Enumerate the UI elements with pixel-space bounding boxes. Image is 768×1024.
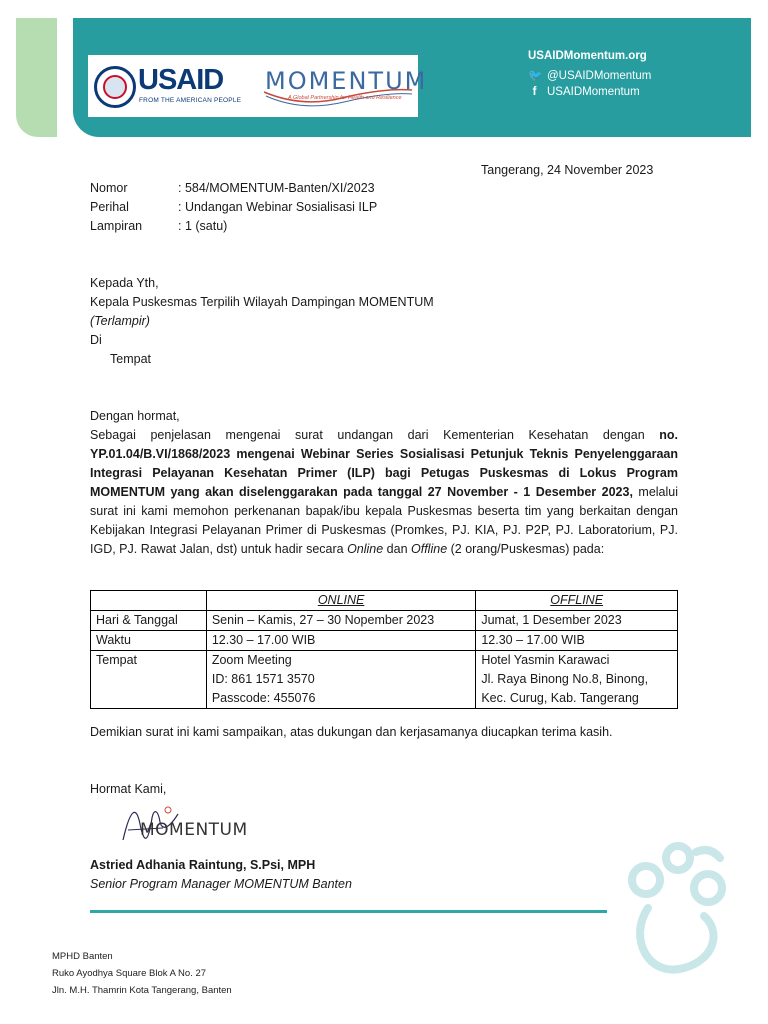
table-cell-offline	[476, 651, 678, 709]
table-cell-online: Senin – Kamis, 27 – 30 Nopember 2023	[206, 611, 475, 631]
letter-meta	[90, 179, 377, 236]
meta-row-nomor: Nomor : 584/MOMENTUM-Banten/XI/2023	[90, 181, 375, 195]
table-cell-offline: 12.30 – 17.00 WIB	[476, 631, 678, 651]
table-cell-online	[206, 651, 475, 709]
usaid-seal-icon	[94, 66, 136, 108]
usaid-logo: USAID	[138, 64, 224, 96]
address-line: Jln. M.H. Thamrin Kota Tangerang, Banten	[52, 985, 232, 996]
table-row	[91, 631, 678, 651]
closing-text: Demikian surat ini kami sampaikan, atas dukungan dan kerjasamanya diucapkan terima kasih.	[90, 725, 613, 739]
momentum-tagline: A Global Partnership for Health and Resilience	[288, 95, 402, 101]
recipient-salutation: Kepada Yth,	[90, 276, 159, 290]
offline-place-line: Kec. Curug, Kab. Tangerang	[481, 691, 639, 705]
recipient-tempat: Tempat	[110, 352, 151, 366]
online-place-line: Zoom Meeting	[211, 653, 292, 667]
footer-address	[52, 948, 232, 999]
table-cell-label: Waktu	[91, 631, 207, 651]
website-link[interactable]: USAIDMomentum.org	[528, 50, 647, 62]
signer-name: Astried Adhania Raintung, S.Psi, MPH	[90, 858, 316, 872]
signer-title: Senior Program Manager MOMENTUM Banten	[90, 877, 352, 891]
usaid-tagline: FROM THE AMERICAN PEOPLE	[139, 97, 242, 104]
table-header-offline: OFFLINE	[476, 591, 678, 611]
table-row	[91, 651, 678, 709]
momentum-watermark-icon	[618, 838, 738, 988]
footer-divider	[90, 910, 607, 913]
momentum-logo: MOMENTUM	[265, 67, 428, 95]
address-line: Ruko Ayodhya Square Blok A No. 27	[52, 968, 207, 979]
recipient-block	[90, 274, 434, 369]
body-paragraph: Sebagai penjelasan mengenai surat undangan dari Kementerian Kesehatan dengan no. YP.01.04/B.VI/1868/2023 mengenai Webinar Series Sosialisasi Petunjuk Teknis Penyelenggaraan Integrasi Pelayanan Kesehatan Primer (ILP) bagi Petugas Puskesmas di Lokus Program MOMENTUM yang akan diselenggarakan pada tanggal 27 November - 1 Desember 2023, melalui surat ini kami memohon perkenanan bapak/ibu kepala Puskesmas beserta tim yang berkaitan dengan Kebijakan Integrasi Pelayanan Primer di Puskesmas (Promkes, PJ. KIA, PJ. P2P, PJ. Laboratorium, PJ. IGD, PJ. Rawat Jalan, dst) untuk hadir secara Online dan Offline (2 orang/Puskesmas) pada:	[90, 428, 679, 556]
recipient-name: Kepala Puskesmas Terpilih Wilayah Dampingan MOMENTUM	[90, 295, 434, 309]
table-row	[91, 611, 678, 631]
schedule-table	[90, 590, 678, 709]
recipient-note: (Terlampir)	[90, 314, 150, 328]
recipient-di: Di	[90, 333, 102, 347]
header-side-tab	[16, 18, 57, 137]
table-header-online: ONLINE	[206, 591, 475, 611]
sign-off: Hormat Kami,	[90, 782, 167, 796]
facebook-icon: f	[532, 86, 537, 98]
twitter-icon: 🐦	[528, 70, 543, 82]
place-date: Tangerang, 24 November 2023	[481, 163, 654, 177]
meta-row-perihal: Perihal : Undangan Webinar Sosialisasi ILP	[90, 200, 378, 214]
table-header-row	[91, 591, 678, 611]
table-cell-offline: Jumat, 1 Desember 2023	[476, 611, 678, 631]
table-cell-online: 12.30 – 17.00 WIB	[206, 631, 475, 651]
table-header-cell	[91, 591, 207, 611]
offline-place-line: Jl. Raya Binong No.8, Binong,	[481, 672, 649, 686]
stamp-logo: MOMENTUM	[140, 820, 248, 840]
twitter-link[interactable]: 🐦 @USAIDMomentum	[528, 70, 652, 82]
online-place-line: ID: 861 1571 3570	[211, 672, 315, 686]
facebook-link[interactable]: f USAIDMomentum	[528, 86, 640, 98]
online-place-line: Passcode: 455076	[211, 691, 316, 705]
greeting: Dengan hormat,	[90, 409, 180, 423]
table-cell-label: Tempat	[91, 651, 207, 709]
meta-row-lampiran: Lampiran : 1 (satu)	[90, 219, 228, 233]
address-line: MPHD Banten	[52, 951, 113, 962]
table-cell-label: Hari & Tanggal	[91, 611, 207, 631]
offline-place-line: Hotel Yasmin Karawaci	[481, 653, 610, 667]
